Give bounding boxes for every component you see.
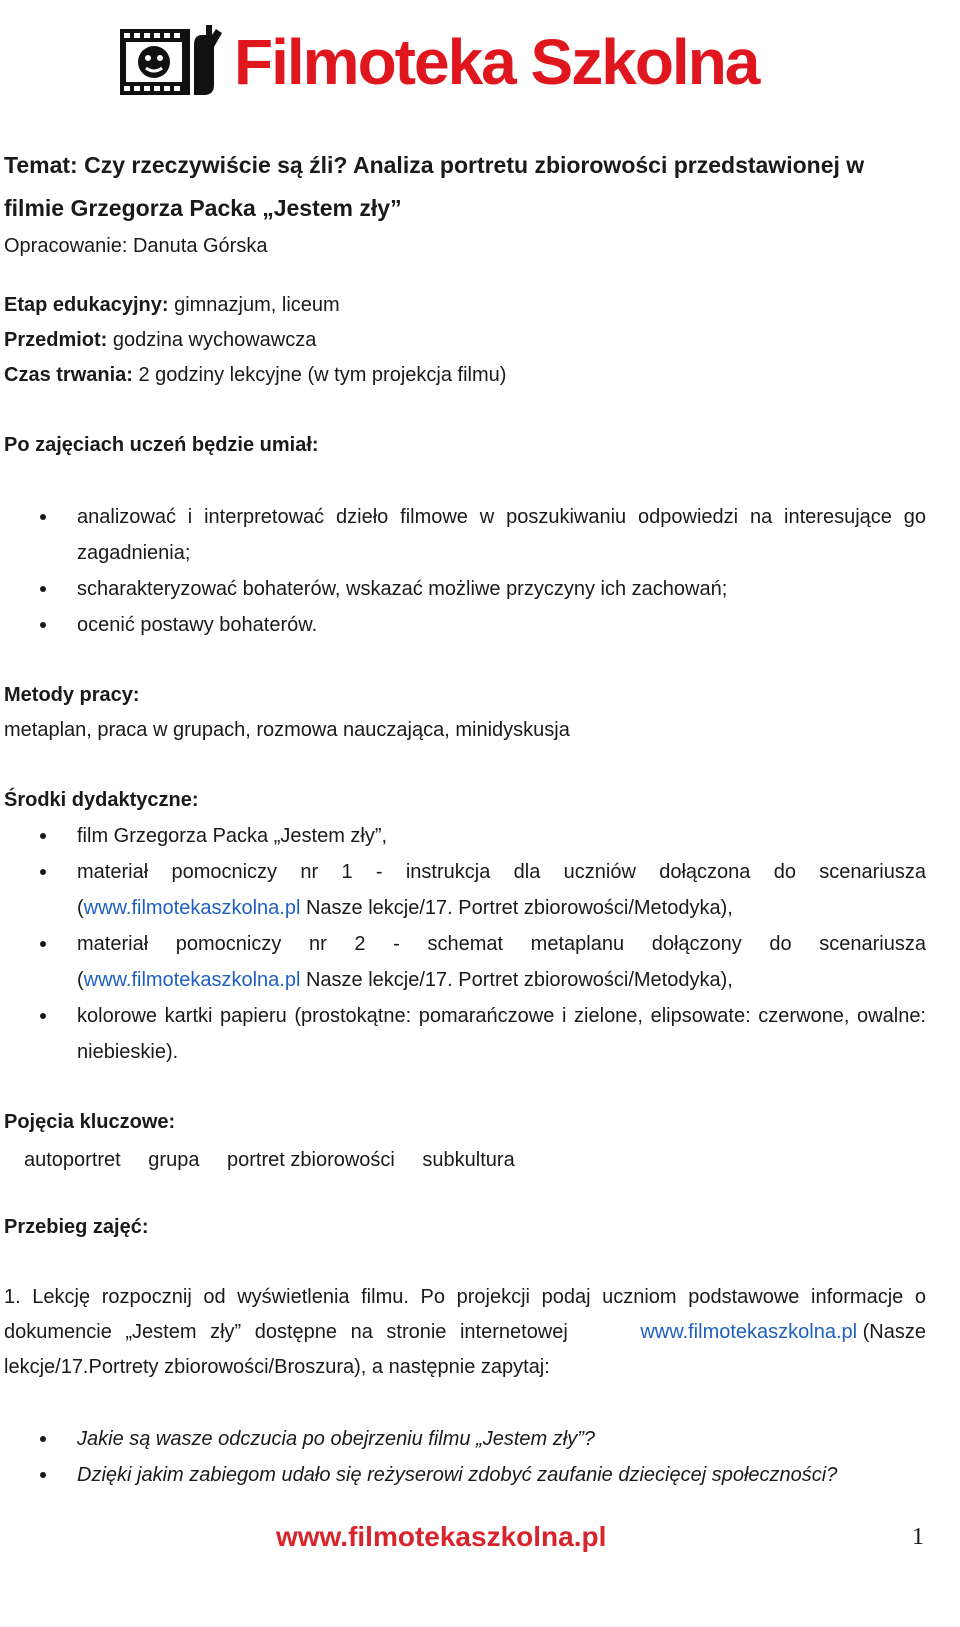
film-reel-icon [118,25,230,99]
filmoteka-link[interactable]: www.filmotekaszkolna.pl [640,1321,858,1343]
bullet-icon [40,514,46,520]
filmoteka-link[interactable]: www.filmotekaszkolna.pl [83,969,301,991]
concept-item: subkultura [422,1149,515,1171]
course-p1-line2: dokumencie „Jestem zły” dostępne na stronie internetowej www.filmotekaszkolna.pl (Nasze [4,1321,926,1343]
course-p1-line3: lekcje/17.Portrety zbiorowości/Broszura), a następnie zapytaj: [4,1356,550,1378]
concept-item: grupa [148,1149,200,1171]
list-item: Dzięki jakim zabiegom udało się reżyserowi zdobyć zaufanie dziecięcej społeczności? [0,1457,926,1493]
meta-etap [4,287,926,323]
concept-item: portret zbiorowości [227,1149,395,1171]
goals-heading: Po zajęciach uczeń będzie umiał: [4,434,319,456]
course-heading: Przebieg zajęć: [4,1216,149,1238]
page-title: Temat: Czy rzeczywiście są źli? Analiza portretu zbiorowości przedstawionej w filmie Grzegorza Packa „Jestem zły” [4,152,865,221]
bullet-icon [40,1436,46,1442]
list-item: analizować i interpretować dzieło filmowe w poszukiwaniu odpowiedzi na interesujące go zagadnienia; [0,499,926,571]
logo [118,24,758,100]
bullet-icon [40,869,46,875]
course-p1-line1: 1. Lekcję rozpocznij od wyświetlenia filmu. Po projekcji podaj uczniom podstawowe informacje o [4,1286,926,1308]
goals-list [0,499,926,643]
bullet-icon [40,622,46,628]
concept-item: autoportret [24,1149,121,1171]
list-item: Jakie są wasze odczucia po obejrzeniu filmu „Jestem zły”? [0,1421,926,1457]
logo-text: Filmoteka Szkolna [234,26,759,98]
meta-przedmiot-label: Przedmiot: [4,329,108,351]
bullet-icon [40,941,46,947]
meta-etap-value: gimnazjum, liceum [168,294,340,316]
meta-czas-value: 2 godziny lekcyjne (w tym projekcja filmu) [132,364,507,386]
meta-czas-label: Czas trwania: [4,364,133,386]
list-item: scharakteryzować bohaterów, wskazać możliwe przyczyny ich zachowań; [0,571,926,607]
concepts-heading: Pojęcia kluczowe: [4,1111,176,1133]
meta-przedmiot [4,322,926,358]
page-number: 1 [912,1524,924,1550]
bullet-icon [40,1472,46,1478]
bullet-icon [40,586,46,592]
meta-przedmiot-value: godzina wychowawcza [107,329,317,351]
list-item: kolorowe kartki papieru (prostokątne: pomarańczowe i zielone, elipsowate: czerwone, owalne: niebieskie). [0,998,926,1070]
meta-czas [4,357,926,393]
footer-url[interactable]: www.filmotekaszkolna.pl [276,1521,607,1552]
author: Opracowanie: Danuta Górska [4,235,268,257]
list-item: materiał pomocniczy nr 1 - instrukcja dla uczniów dołączona do scenariusza (www.filmotekaszkolna.pl Nasze lekcje/17. Portret zbiorowości/Metodyka), [0,854,926,926]
resources-heading: Środki dydaktyczne: [4,789,199,811]
bullet-icon [40,1013,46,1019]
methods-text: metaplan, praca w grupach, rozmowa nauczająca, minidyskusja [4,719,570,741]
bullet-icon [40,833,46,839]
list-item: materiał pomocniczy nr 2 - schemat metaplanu dołączony do scenariusza (www.filmotekaszkolna.pl Nasze lekcje/17. Portret zbiorowości/Metodyka), [0,926,926,998]
resources-list [0,818,926,1070]
filmoteka-link[interactable]: www.filmotekaszkolna.pl [83,897,301,919]
list-item: film Grzegorza Packa „Jestem zły”, [0,818,926,854]
concepts-list [24,1142,537,1178]
methods-heading: Metody pracy: [4,684,140,706]
questions-list [0,1421,926,1493]
list-item: ocenić postawy bohaterów. [0,607,926,643]
meta-etap-label: Etap edukacyjny: [4,294,169,316]
